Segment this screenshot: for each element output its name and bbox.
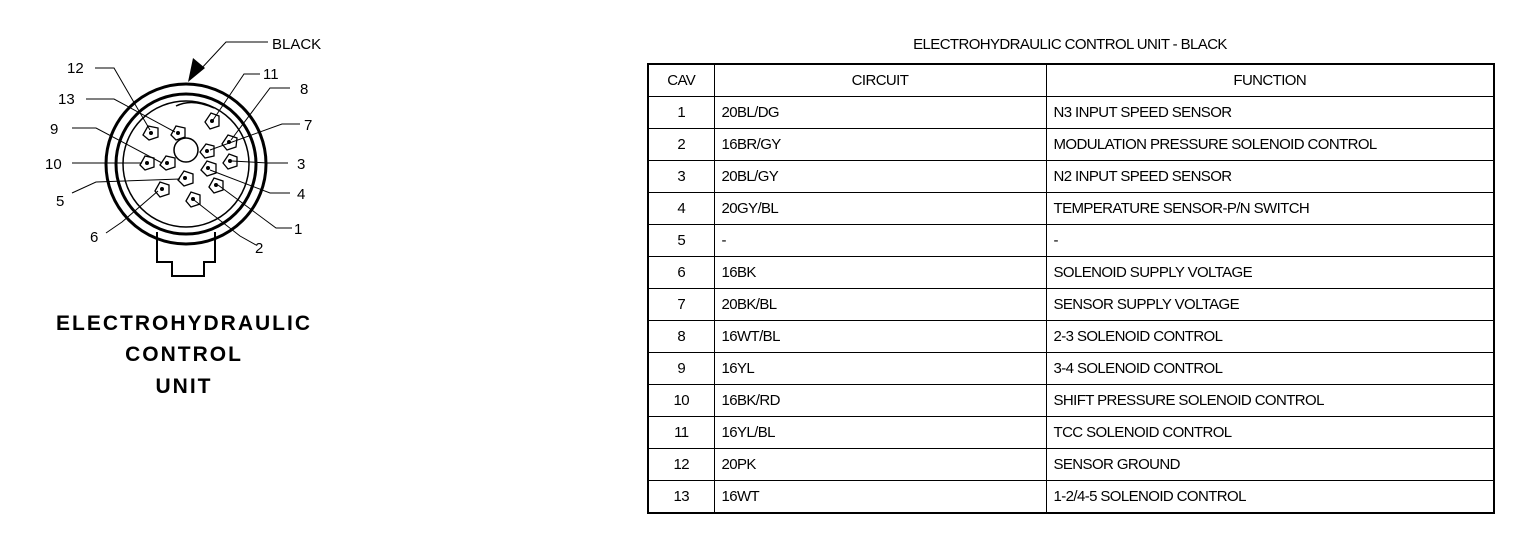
function-cell: TCC SOLENOID CONTROL (1046, 417, 1494, 449)
circuit-cell: 16YL (714, 353, 1046, 385)
circuit-cell: 20PK (714, 449, 1046, 481)
circuit-cell: 16BK/RD (714, 385, 1046, 417)
callout-1: 1 (294, 221, 303, 238)
callout-12: 12 (67, 60, 84, 77)
callout-13: 13 (58, 91, 75, 108)
cav-cell: 9 (648, 353, 714, 385)
function-cell: N2 INPUT SPEED SENSOR (1046, 161, 1494, 193)
table-row (648, 353, 1494, 385)
connector-color-label: BLACK (272, 36, 322, 53)
connector-keyway (176, 102, 214, 108)
function-cell: SOLENOID SUPPLY VOLTAGE (1046, 257, 1494, 289)
cav-cell: 2 (648, 129, 714, 161)
table-row (648, 225, 1494, 257)
leader-line-black (200, 42, 268, 70)
callout-2: 2 (255, 240, 264, 257)
circuit-cell: 20BK/BL (714, 289, 1046, 321)
callout-11: 11 (263, 66, 279, 83)
function-cell: SENSOR SUPPLY VOLTAGE (1046, 289, 1494, 321)
function-cell: 1-2/4-5 SOLENOID CONTROL (1046, 481, 1494, 514)
callout-7: 7 (304, 117, 313, 134)
connector-inner-ring (116, 94, 256, 234)
header-function: FUNCTION (1046, 64, 1494, 97)
callout-4: 4 (297, 186, 306, 203)
cav-cell: 11 (648, 417, 714, 449)
function-cell: 2-3 SOLENOID CONTROL (1046, 321, 1494, 353)
callout-8: 8 (300, 81, 309, 98)
table-row (648, 449, 1494, 481)
cav-cell: 10 (648, 385, 714, 417)
circuit-cell: - (714, 225, 1046, 257)
table-header-row (648, 64, 1494, 97)
callout-5: 5 (56, 193, 65, 210)
table-row (648, 417, 1494, 449)
circuit-cell: 16BR/GY (714, 129, 1046, 161)
header-cav: CAV (648, 64, 714, 97)
function-cell: MODULATION PRESSURE SOLENOID CONTROL (1046, 129, 1494, 161)
mounting-tab (157, 232, 215, 276)
function-cell: - (1046, 225, 1494, 257)
function-cell: 3-4 SOLENOID CONTROL (1046, 353, 1494, 385)
center-hub (174, 138, 198, 162)
cav-cell: 1 (648, 97, 714, 129)
function-cell: TEMPERATURE SENSOR-P/N SWITCH (1046, 193, 1494, 225)
connector-caption-line-2: CONTROL (125, 343, 243, 366)
table-row (648, 129, 1494, 161)
circuit-cell: 20BL/GY (714, 161, 1046, 193)
color-arrow (188, 58, 205, 82)
circuit-cell: 16YL/BL (714, 417, 1046, 449)
connector-diagram (0, 0, 420, 556)
cav-cell: 13 (648, 481, 714, 514)
circuit-cell: 16WT/BL (714, 321, 1046, 353)
pinout-table (647, 63, 1495, 514)
cav-cell: 5 (648, 225, 714, 257)
header-circuit: CIRCUIT (714, 64, 1046, 97)
cav-cell: 7 (648, 289, 714, 321)
table-title: ELECTROHYDRAULIC CONTROL UNIT - BLACK (913, 36, 1227, 53)
connector-caption-line-1: ELECTROHYDRAULIC (56, 312, 312, 335)
table-row (648, 321, 1494, 353)
table-row (648, 481, 1494, 514)
table-row (648, 97, 1494, 129)
circuit-cell: 16WT (714, 481, 1046, 514)
function-cell: N3 INPUT SPEED SENSOR (1046, 97, 1494, 129)
callout-9: 9 (50, 121, 59, 138)
cav-cell: 3 (648, 161, 714, 193)
circuit-cell: 20BL/DG (714, 97, 1046, 129)
function-cell: SENSOR GROUND (1046, 449, 1494, 481)
callout-6: 6 (90, 229, 99, 246)
callout-3: 3 (297, 156, 306, 173)
cav-cell: 6 (648, 257, 714, 289)
callout-10: 10 (45, 156, 62, 173)
connector-caption-line-3: UNIT (155, 375, 213, 398)
circuit-cell: 16BK (714, 257, 1046, 289)
circuit-cell: 20GY/BL (714, 193, 1046, 225)
table-row (648, 257, 1494, 289)
table-row (648, 289, 1494, 321)
function-cell: SHIFT PRESSURE SOLENOID CONTROL (1046, 385, 1494, 417)
table-row (648, 193, 1494, 225)
cav-cell: 8 (648, 321, 714, 353)
table-row (648, 385, 1494, 417)
connector-face (123, 101, 249, 227)
table-row (648, 161, 1494, 193)
cav-cell: 4 (648, 193, 714, 225)
cav-cell: 12 (648, 449, 714, 481)
